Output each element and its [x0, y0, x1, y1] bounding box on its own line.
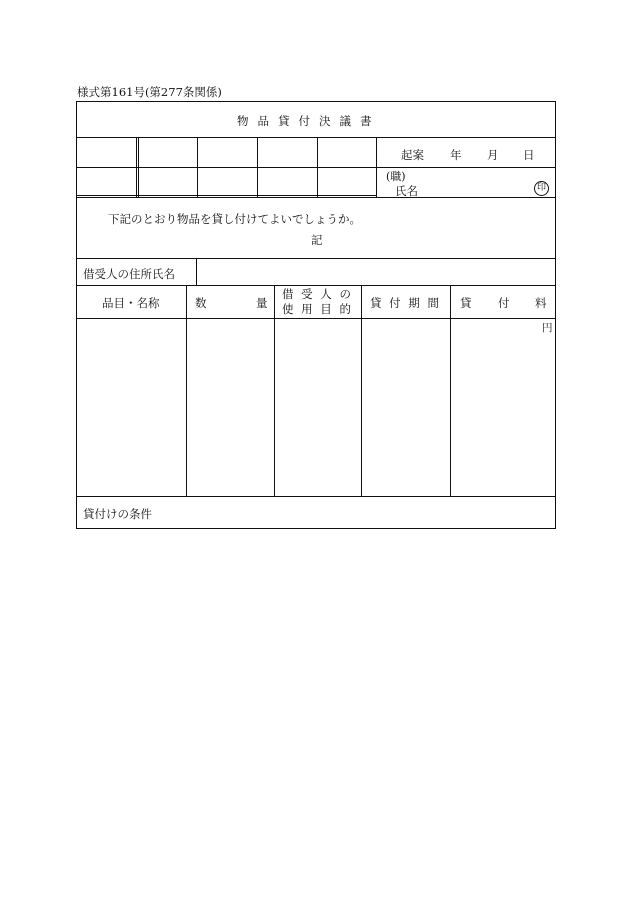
divider — [274, 285, 275, 496]
draft-label: 起案 — [401, 148, 424, 162]
name-label: 氏名 — [395, 184, 418, 198]
conditions-label: 貸付けの条件 — [83, 507, 152, 521]
divider — [186, 285, 187, 496]
divider — [136, 137, 137, 197]
borrower-label: 借受人の住所氏名 — [83, 267, 175, 281]
divider — [361, 285, 362, 496]
form-number-label: 様式第161号(第277条関係) — [77, 85, 222, 99]
month-label: 月 — [487, 148, 499, 162]
column-header-purpose: 借 受 人 の — [282, 287, 353, 301]
column-header-period: 貸 付 期 間 — [370, 296, 441, 310]
divider — [77, 318, 555, 319]
year-label: 年 — [450, 148, 462, 162]
column-header-fee: 付 — [498, 296, 510, 310]
position-label: (職) — [386, 170, 406, 183]
divider — [77, 285, 555, 286]
divider — [197, 137, 198, 197]
column-header-quantity: 量 — [256, 296, 268, 310]
ki-label: 記 — [311, 233, 323, 247]
divider — [257, 137, 258, 197]
divider — [450, 285, 451, 496]
divider — [376, 137, 377, 197]
divider — [77, 167, 555, 168]
form-title: 物品貸付決議書 — [237, 114, 381, 128]
divider — [138, 137, 139, 197]
divider — [317, 137, 318, 197]
column-header-purpose: 使 用 目 的 — [282, 302, 353, 316]
divider — [196, 258, 197, 285]
divider — [77, 258, 555, 259]
seal-mark: 印 — [534, 181, 549, 196]
request-text: 下記のとおり物品を貸し付けてよいでしょうか。 — [108, 212, 361, 226]
day-label: 日 — [523, 148, 535, 162]
divider — [77, 496, 555, 497]
column-header-fee: 料 — [535, 296, 547, 310]
divider — [77, 195, 376, 196]
divider — [77, 197, 555, 198]
column-header-quantity: 数 — [195, 296, 207, 310]
column-header-item: 品目・名称 — [102, 296, 160, 310]
loan-decision-form — [76, 101, 556, 529]
column-header-fee: 貸 — [460, 296, 472, 310]
yen-unit-label: 円 — [542, 322, 553, 334]
divider — [77, 137, 555, 138]
